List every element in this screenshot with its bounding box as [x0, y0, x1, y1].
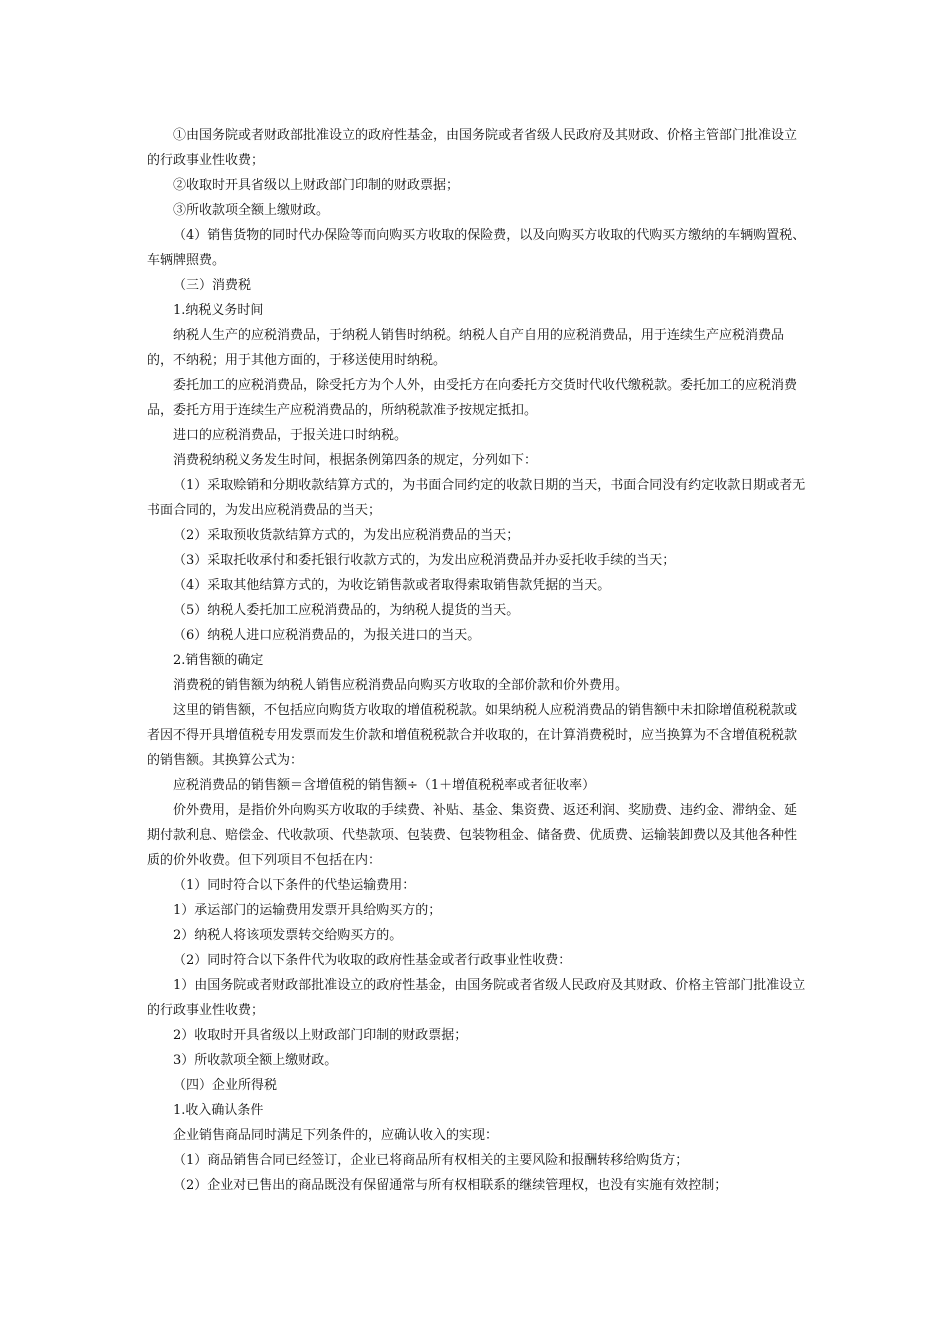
list-item: （1）采取赊销和分期收款结算方式的，为书面合同约定的收款日期的当天，书面合同没有约定收款日期或者无书面合同的，为发出应税消费品的当天；: [147, 478, 806, 518]
paragraph: （4）销售货物的同时代办保险等而向购买方收取的保险费，以及向购买方收取的代购买方缴纳的车辆购置税、车辆牌照费。: [147, 228, 806, 268]
list-item: （3）采取托收承付和委托银行收款方式的，为发出应税消费品并办妥托收手续的当天；: [173, 553, 676, 568]
list-item: （4）采取其他结算方式的，为收讫销售款或者取得索取销售款凭据的当天。: [173, 578, 611, 593]
subsection-heading: 1.纳税义务时间: [173, 303, 264, 318]
list-item: （2）企业对已售出的商品既没有保留通常与所有权相联系的继续管理权，也没有实施有效控制；: [173, 1178, 728, 1193]
paragraph: 消费税的销售额为纳税人销售应税消费品向购买方收取的全部价款和价外费用。: [173, 678, 629, 693]
list-item: （2）同时符合以下条件代为收取的政府性基金或者行政事业性收费：: [173, 953, 572, 968]
list-item: 1）承运部门的运输费用发票开具给购买方的；: [173, 903, 442, 918]
paragraph: 消费税纳税义务发生时间，根据条例第四条的规定，分列如下：: [173, 453, 538, 468]
paragraph: 委托加工的应税消费品，除受托方为个人外，由受托方在向委托方交货时代收代缴税款。委托加工的应税消费品，委托方用于连续生产应税消费品的，所纳税款准予按规定抵扣。: [147, 378, 798, 418]
paragraph: ①由国务院或者财政部批准设立的政府性基金，由国务院或者省级人民政府及其财政、价格主管部门批准设立的行政事业性收费；: [147, 128, 798, 168]
section-heading: （三）消费税: [173, 278, 252, 293]
formula: 应税消费品的销售额＝含增值税的销售额÷（1＋增值税税率或者征收率）: [173, 778, 596, 793]
paragraph: 价外费用，是指价外向购买方收取的手续费、补贴、基金、集资费、返还利润、奖励费、违约金、滞纳金、延期付款利息、赔偿金、代收款项、代垫款项、包装费、包装物租金、储备费、优质费、运输装卸费以及其他各种性质的价外收费。但下列项目不包括在内：: [147, 803, 798, 868]
section-heading: （四）企业所得税: [173, 1078, 278, 1093]
list-item: 2）收取时开具省级以上财政部门印制的财政票据；: [173, 1028, 468, 1043]
paragraph: 企业销售商品同时满足下列条件的，应确认收入的实现：: [173, 1128, 499, 1143]
list-item: （2）采取预收货款结算方式的，为发出应税消费品的当天；: [173, 528, 520, 543]
list-item: 1）由国务院或者财政部批准设立的政府性基金，由国务院或者省级人民政府及其财政、价格主管部门批准设立的行政事业性收费；: [147, 978, 806, 1018]
list-item: 3）所收款项全额上缴财政。: [173, 1053, 338, 1068]
paragraph: 这里的销售额，不包括应向购货方收取的增值税税款。如果纳税人应税消费品的销售额中未扣除增值税税款或者因不得开具增值税专用发票而发生价款和增值税税款合并收取的，在计算消费税时，应当换算为不含增值税税款的销售额。其换算公式为：: [147, 703, 798, 768]
paragraph: 纳税人生产的应税消费品，于纳税人销售时纳税。纳税人自产自用的应税消费品，用于连续生产应税消费品的，不纳税；用于其他方面的，于移送使用时纳税。: [147, 328, 785, 368]
list-item: （1）商品销售合同已经签订，企业已将商品所有权相关的主要风险和报酬转移给购货方；: [173, 1153, 689, 1168]
subsection-heading: 1.收入确认条件: [173, 1103, 264, 1118]
list-item: （5）纳税人委托加工应税消费品的，为纳税人提货的当天。: [173, 603, 520, 618]
subsection-heading: 2.销售额的确定: [173, 653, 264, 668]
paragraph: 进口的应税消费品，于报关进口时纳税。: [173, 428, 408, 443]
document-body: [147, 123, 807, 1198]
paragraph: ②收取时开具省级以上财政部门印制的财政票据；: [173, 178, 460, 193]
list-item: （6）纳税人进口应税消费品的，为报关进口的当天。: [173, 628, 481, 643]
list-item: （1）同时符合以下条件的代垫运输费用：: [173, 878, 416, 893]
paragraph: ③所收款项全额上缴财政。: [173, 203, 330, 218]
list-item: 2）纳税人将该项发票转交给购买方的。: [173, 928, 403, 943]
